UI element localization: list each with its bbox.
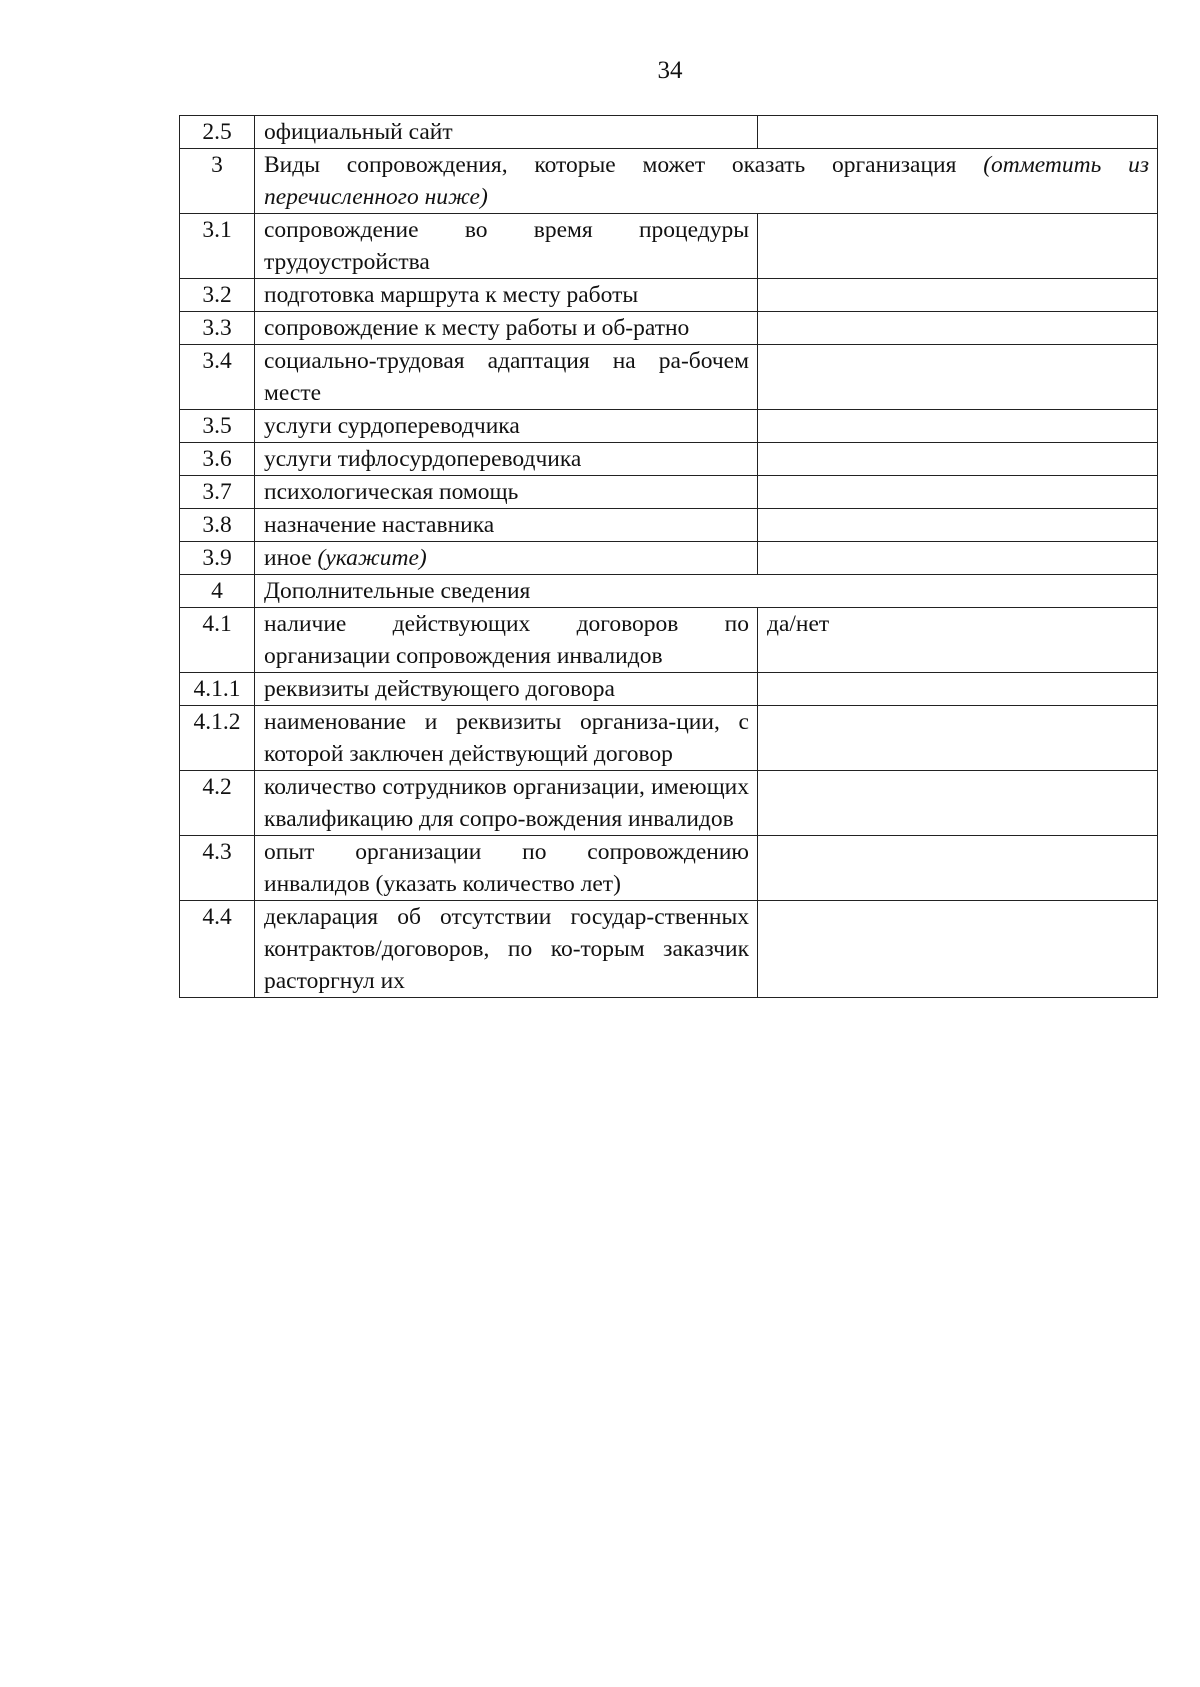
row-number: 4.1	[180, 608, 255, 673]
section-note: (отметить из перечисленного ниже)	[264, 152, 1149, 210]
row-number: 3	[180, 149, 255, 214]
row-number: 4.2	[180, 771, 255, 836]
row-value[interactable]	[758, 279, 1158, 312]
section-title: Дополнительные сведения	[255, 575, 1158, 608]
row-number: 4.1.1	[180, 673, 255, 706]
section-row	[180, 149, 1158, 214]
row-label: назначение наставника	[255, 509, 758, 542]
row-value[interactable]	[758, 116, 1158, 149]
row-label: психологическая помощь	[255, 476, 758, 509]
row-number: 3.6	[180, 443, 255, 476]
table-row	[180, 476, 1158, 509]
row-number: 3.8	[180, 509, 255, 542]
row-number: 4	[180, 575, 255, 608]
table-row	[180, 279, 1158, 312]
row-number: 3.3	[180, 312, 255, 345]
row-value[interactable]	[758, 509, 1158, 542]
row-label: официальный сайт	[255, 116, 758, 149]
row-label: опыт организации по сопровождению инвалидов (указать количество лет)	[255, 836, 758, 901]
row-value[interactable]: да/нет	[758, 608, 1158, 673]
row-number: 3.5	[180, 410, 255, 443]
row-label: наименование и реквизиты организа-ции, с которой заключен действующий договор	[255, 706, 758, 771]
form-table	[179, 115, 1158, 998]
row-label: услуги тифлосурдопереводчика	[255, 443, 758, 476]
row-value[interactable]	[758, 836, 1158, 901]
table-row	[180, 706, 1158, 771]
section-title-text: Виды сопровождения, которые может оказать организация	[264, 152, 957, 178]
row-value[interactable]	[758, 410, 1158, 443]
row-label: реквизиты действующего договора	[255, 673, 758, 706]
table-row	[180, 608, 1158, 673]
table-row	[180, 542, 1158, 575]
row-value[interactable]	[758, 706, 1158, 771]
row-value[interactable]	[758, 901, 1158, 998]
table-row	[180, 901, 1158, 998]
table-row	[180, 214, 1158, 279]
table-row	[180, 509, 1158, 542]
row-value[interactable]	[758, 476, 1158, 509]
row-number: 2.5	[180, 116, 255, 149]
row-label-note: (укажите)	[317, 545, 427, 571]
row-label: сопровождение во время процедуры трудоустройства	[255, 214, 758, 279]
row-label: сопровождение к месту работы и об-ратно	[255, 312, 758, 345]
row-number: 4.1.2	[180, 706, 255, 771]
table-row	[180, 345, 1158, 410]
row-value[interactable]	[758, 345, 1158, 410]
row-label: декларация об отсутствии государ-ственных контрактов/договоров, по ко-торым заказчик расторгнул их	[255, 901, 758, 998]
row-number: 3.7	[180, 476, 255, 509]
row-label-text: иное	[264, 545, 312, 571]
table-row	[180, 836, 1158, 901]
row-value[interactable]	[758, 673, 1158, 706]
row-value[interactable]	[758, 771, 1158, 836]
row-number: 3.4	[180, 345, 255, 410]
table-row	[180, 771, 1158, 836]
row-label: услуги сурдопереводчика	[255, 410, 758, 443]
row-label: социально-трудовая адаптация на ра-бочем месте	[255, 345, 758, 410]
row-value[interactable]	[758, 542, 1158, 575]
row-number: 4.3	[180, 836, 255, 901]
table-row	[180, 116, 1158, 149]
table-row	[180, 673, 1158, 706]
section-title	[255, 149, 1158, 214]
row-value[interactable]	[758, 312, 1158, 345]
page-number: 34	[657, 57, 683, 84]
row-number: 4.4	[180, 901, 255, 998]
row-value[interactable]	[758, 443, 1158, 476]
row-label: подготовка маршрута к месту работы	[255, 279, 758, 312]
row-label: количество сотрудников организации, имеющих квалификацию для сопро-вождения инвалидов	[255, 771, 758, 836]
table-row	[180, 312, 1158, 345]
section-row	[180, 575, 1158, 608]
table-row	[180, 443, 1158, 476]
row-number: 3.1	[180, 214, 255, 279]
row-value[interactable]	[758, 214, 1158, 279]
row-number: 3.2	[180, 279, 255, 312]
table-row	[180, 410, 1158, 443]
row-label: наличие действующих договоров по организации сопровождения инвалидов	[255, 608, 758, 673]
row-number: 3.9	[180, 542, 255, 575]
row-label	[255, 542, 758, 575]
